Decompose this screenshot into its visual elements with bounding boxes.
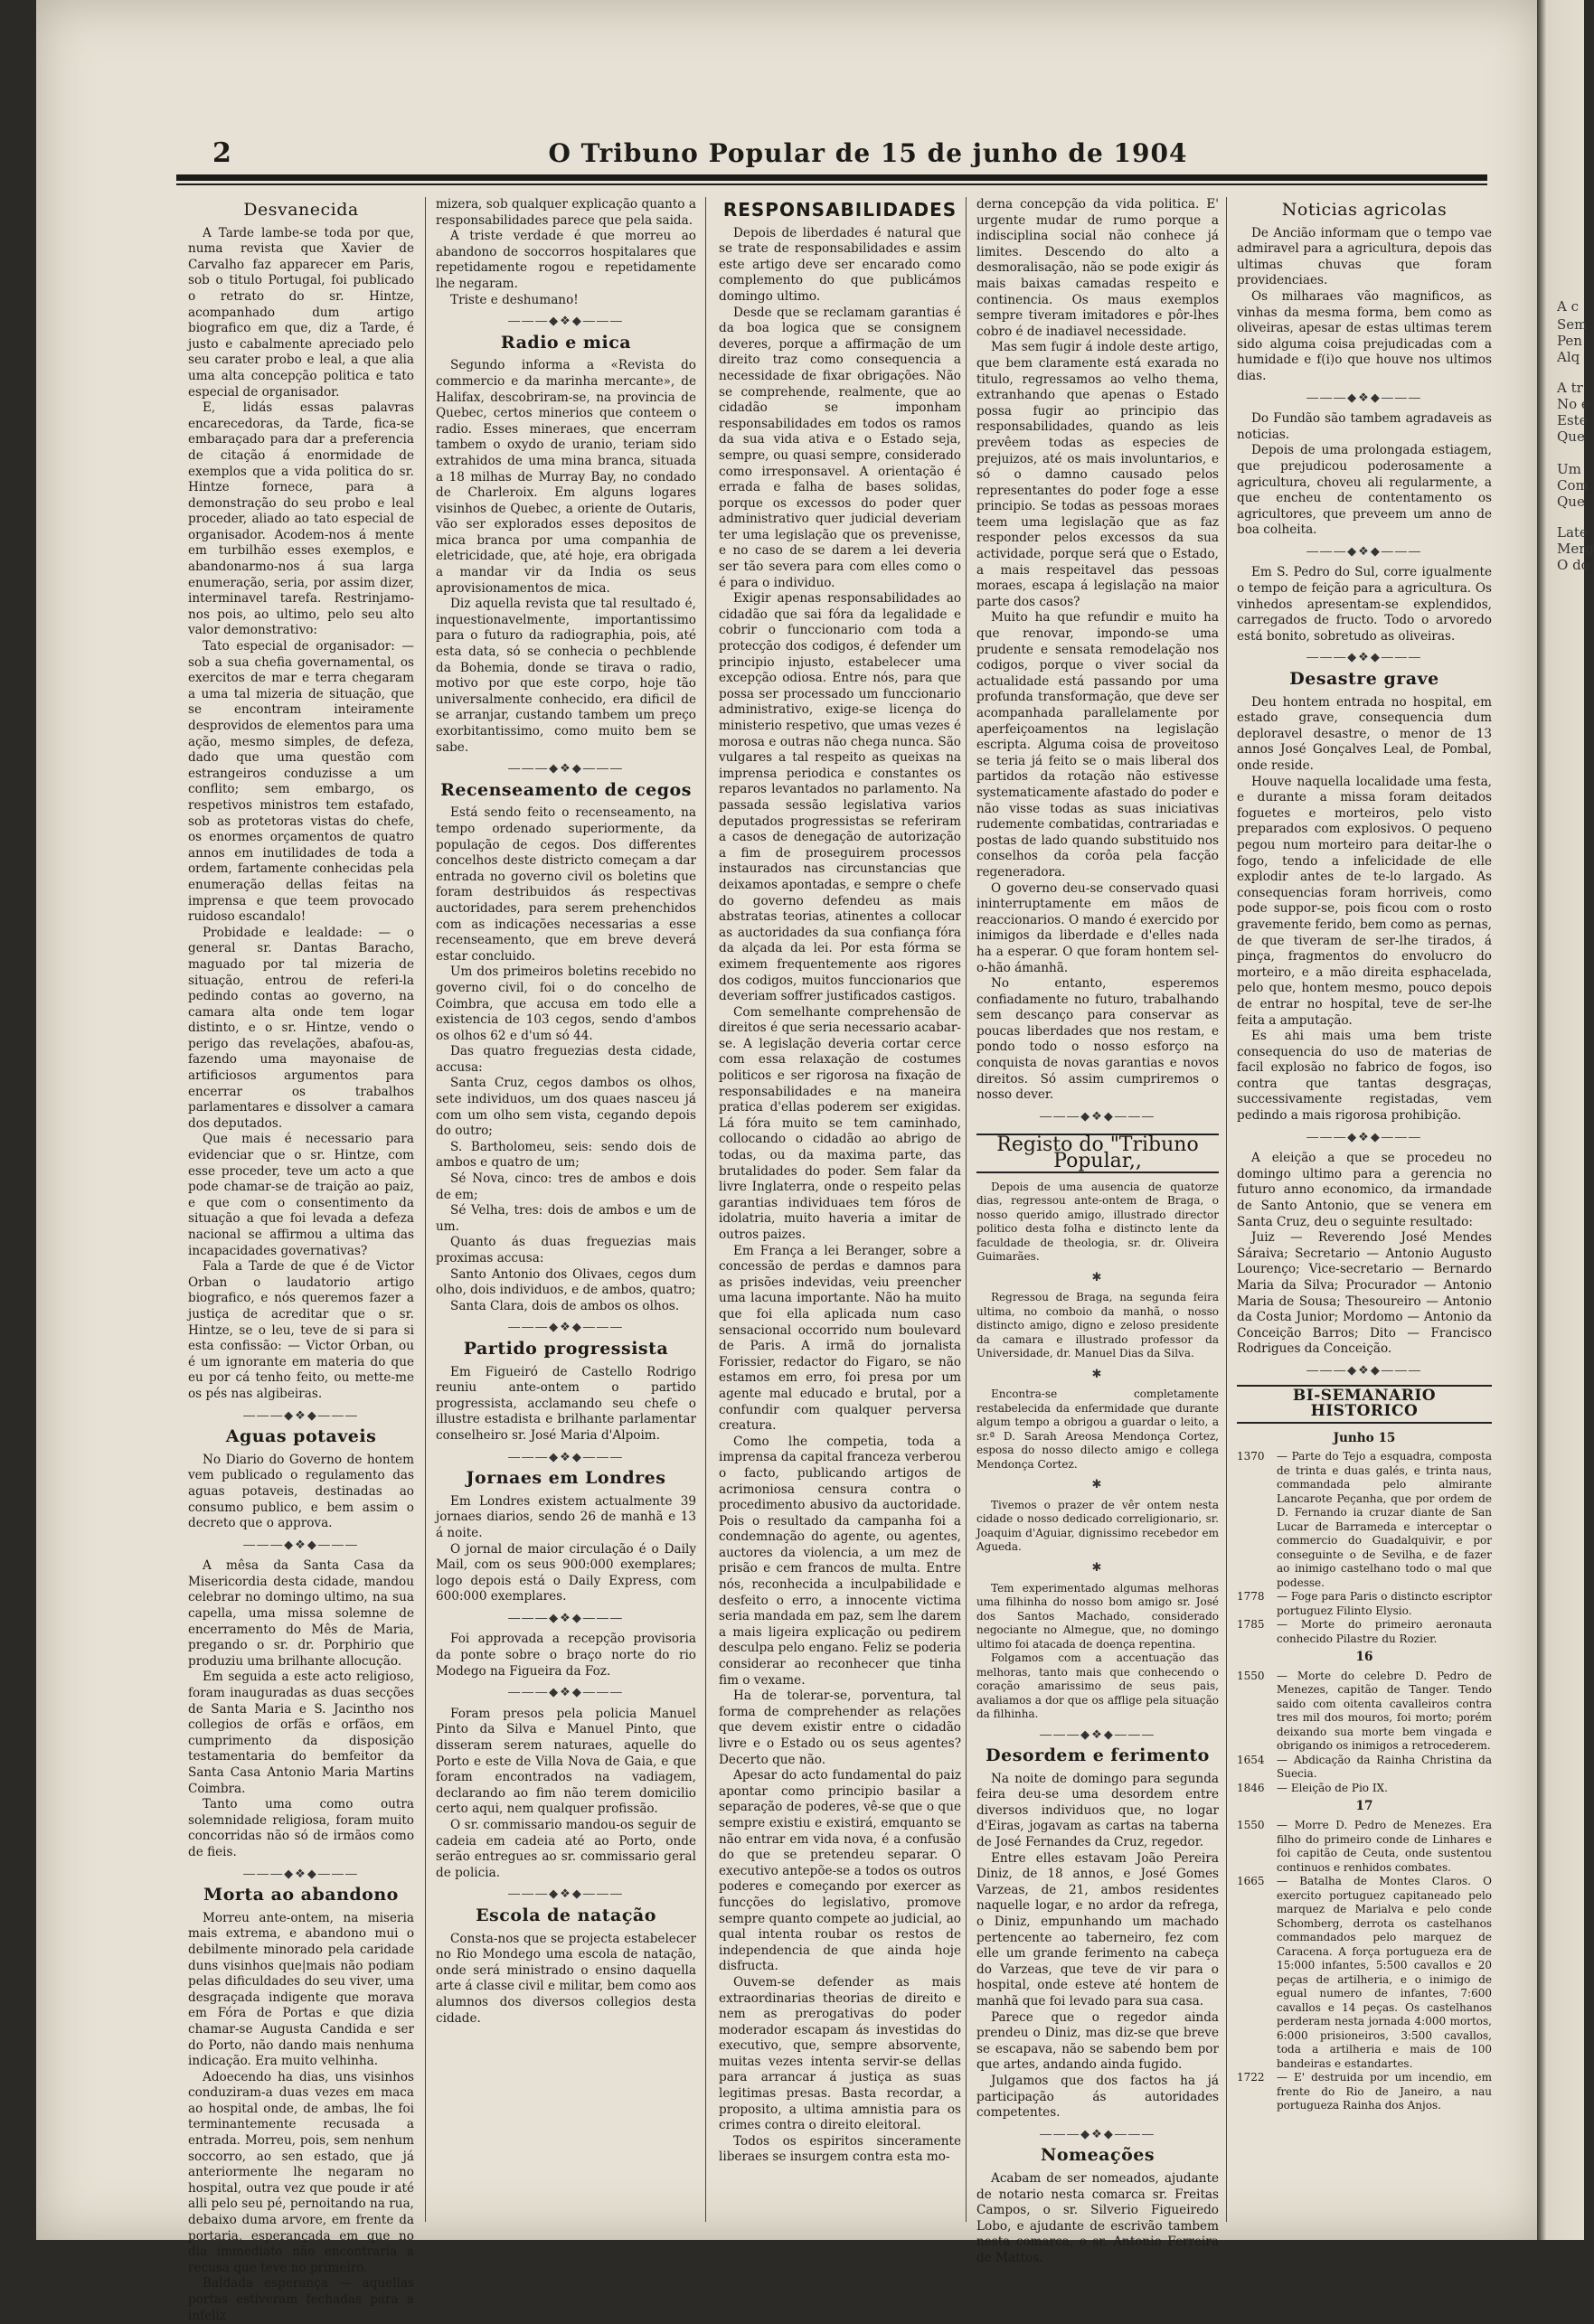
- history-year: 1785: [1237, 1618, 1265, 1632]
- history-entry: [1237, 1450, 1492, 1590]
- paragraph: Santa Cruz, cegos dambos os olhos, sete individuos, um dos quaes nasceu já com um olho sem vista, cegando depois do outro;: [436, 1076, 696, 1139]
- edge-text-fragment: Este: [1557, 412, 1588, 428]
- radio-title: Radio e mica: [500, 332, 632, 353]
- history-event: — Foge para Paris o distincto escriptor portuguez Filinto Elysio.: [1277, 1590, 1492, 1617]
- paragraph: Santo Antonio dos Olivaes, cegos dum olho, dois individuos, e de ambos, quatro;: [436, 1266, 696, 1298]
- history-year: 1846: [1237, 1781, 1265, 1794]
- natacao-title: Escola de natação: [476, 1905, 656, 1925]
- column-divider: [705, 197, 706, 2222]
- edge-text-fragment: Que: [1557, 494, 1585, 510]
- paragraph: Em Figueiró de Castello Rodrigo reuniu ante-ontem o partido progressista, acclamando seu chefe o illustre estadista e brilhante parlamentar conselheiro sr. José Maria d'Alpoim.: [436, 1364, 696, 1443]
- paragraph: O governo deu-se conservado quasi ininterruptamente em mãos de reaccionarios. O mando é exercido por inimigos da liberdade e d'elles nada ha a esperar. O que foram hontem sel-o-hão ámanhã.: [976, 880, 1219, 975]
- ornament-divider: ―――◆❖◆―――: [243, 1538, 359, 1552]
- ornament-divider: ―――◆❖◆―――: [1306, 1363, 1422, 1378]
- paragraph: Depois de uma prolongada estiagem, que prejudicou poderosamente a agricultura, choveu ali regularmente, a que encheu de contentamento os agricultores, que preveem um anno de boa colheita.: [1237, 443, 1492, 538]
- adjacent-page-edge: [1537, 0, 1594, 2240]
- ornament-divider: ―――◆❖◆―――: [508, 762, 624, 776]
- paragraph: Diz aquella revista que tal resultado é, inquestionavelmente, importantissimo para o futuro da radiographia, pois, até esta data, só se conhecia o pechblende da Bohemia, donde se tirava o radio, motivo por que este corpo, hoje tão universalmente conhecido, era dificil de se arranjar, custando tambem um preço exorbitantissimo, como muito bem se sabe.: [436, 597, 696, 755]
- paragraph: Baldada esperança — aquellas portas estiveram fechadas para a infeliz: [188, 2276, 414, 2323]
- paragraph: A eleição a que se procedeu no domingo ultimo para a gerencia no futuro anno economico, da irmandade de Santo Antonio, que se venera em Santa Cruz, deu o seguinte resultado:: [1237, 1151, 1492, 1229]
- header-rule-thick: [176, 174, 1487, 181]
- paragraph: S. Bartholomeu, seis: sendo dois de ambos e quatro de um;: [436, 1139, 696, 1171]
- edge-text-fragment: Merg: [1557, 541, 1594, 557]
- desvanecida-title: Desvanecida: [243, 200, 359, 220]
- column-2: [436, 197, 696, 2222]
- paragraph: Morreu ante-ontem, na miseria mais extrema, e abandono mui o debilmente minorado pela caridade duns visinhos que|mais não podiam pelas dificuldades do seu viver, uma desgraçada indigente que morava em Fóra de Portas e que dizia chamar-se Augusta Candida e ser do Porto, não dando mais nenhuma indicação. Era muito velhinha.: [188, 1910, 414, 2069]
- history-event: — Morte do celebre D. Pedro de Menezes, capitão de Tanger. Tendo saido com oitenta cavalleiros contra tres mil dos mouros, foi morto; porém deixando sua morte bem vingada e obrigando os inimigos a retrocederem.: [1277, 1669, 1492, 1753]
- ornament-divider: ―――◆❖◆―――: [508, 1321, 624, 1335]
- paragraph: Segundo informa a «Revista do commercio e da marinha mercante», de Halifax, descobriram-se, na provincia de Quebec, certos minerios que conteem o radio. Esses mineraes, que encerram tambem o oxydo de uranio, teriam sido extrahidos de uma mina branca, situada a 18 milhas de Murray Bay, no condado de Charleroix. Em alguns logares visinhos de Quebec, a oriente de Outaris, vão ser explorados esses depositos de mica branca por uma companhia de eletricidade, que, até hoje, era obrigada a mandar vir da India os seus aprovisionamentos de mica.: [436, 358, 696, 596]
- paragraph: Adoecendo ha dias, uns visinhos conduziram-a duas vezes em maca ao hospital onde, de ambas, lhe foi terminantemente recusada a entrada. Morreu, pois, sem nenhum soccorro, ao sen estado, que já anteriormente lhe negaram no hospital, outra vez que poude ir até alli pelo seu pé, pernoitando na rua, debaixo duma arvore, em frente da portaria, esperançada em que no dia immediato não encontraria a recusa que teve no primeiro.: [188, 2069, 414, 2275]
- paragraph: Sé Velha, tres: dois de ambos e um de um.: [436, 1203, 696, 1234]
- ornament-divider: ✱: [1091, 1478, 1104, 1492]
- ornament-divider: ―――◆❖◆―――: [1040, 1727, 1155, 1742]
- date-heading: 16: [1355, 1650, 1373, 1665]
- paragraph: De Ancião informam que o tempo vae admiravel para a agricultura, depois das ultimas chuvas que foram providenciaes.: [1237, 225, 1492, 288]
- partido-title: Partido progressista: [463, 1338, 669, 1359]
- history-entry: [1237, 1819, 1492, 1875]
- paragraph: Ouvem-se defender as mais extraordinarias theorias de direito e nem as prerogativas do poder moderador escapam ás investidas do executivo, que, sempre absorvente, muitas vezes intenta servir-se dellas para arrancar á justiça as suas legitimas presas. Basta recordar, a proposito, a ultima amnistia para os crimes contra o direito eleitoral.: [719, 1974, 961, 2133]
- ornament-divider: ―――◆❖◆―――: [1040, 2127, 1155, 2141]
- history-year: 1370: [1237, 1450, 1265, 1463]
- edge-text-fragment: Sem: [1557, 316, 1588, 333]
- paragraph: Sé Nova, cinco: tres de ambos e dois de em;: [436, 1171, 696, 1202]
- cegos-title: Recenseamento de cegos: [440, 779, 692, 800]
- history-list-16: [1237, 1670, 1492, 1796]
- paragraph: Triste e deshumano!: [450, 292, 579, 307]
- paragraph: Acabam de ser nomeados, ajudante de notario nesta comarca sr. Freitas Campos, o sr. Silverio Figueiredo Lobo, e ajudante de escrivão tambem nesta comarca, o sr. Antonio Ferreira de Mattos.: [976, 2170, 1219, 2265]
- paragraph: Ha de tolerar-se, porventura, tal forma de comprehender as relações que devem existir entre o cidadão livre e o Estado ou os seus agentes? Decerto que não.: [719, 1689, 961, 1767]
- desastre-title: Desastre grave: [1289, 669, 1439, 690]
- ornament-divider: ―――◆❖◆―――: [508, 315, 624, 329]
- ornament-divider: ―――◆❖◆―――: [243, 1867, 359, 1881]
- paragraph: Folgamos com a accentuação das melhoras, tanto mais que conhecendo o coração amarissimo de seus pais, avaliamos a dor que os afflige pela situação da filhinha.: [976, 1651, 1219, 1720]
- edge-text-fragment: Alq: [1557, 349, 1580, 365]
- history-year: 1654: [1237, 1753, 1265, 1766]
- history-entry: [1237, 1670, 1492, 1754]
- edge-text-fragment: A tr: [1557, 380, 1583, 396]
- ornament-divider: ―――◆❖◆―――: [243, 1408, 359, 1423]
- paragraph: Parece que o regedor ainda prendeu o Diniz, mas diz-se que breve se escapava, não se sabendo bem por que artes, andando ainda fugido.: [976, 2009, 1219, 2073]
- ornament-divider: ―――◆❖◆―――: [1306, 1130, 1422, 1144]
- ornament-divider: ―――◆❖◆―――: [1306, 390, 1422, 405]
- desordem-title: Desordem e ferimento: [986, 1745, 1210, 1766]
- history-entry: [1237, 1590, 1492, 1618]
- edge-text-fragment: Late: [1557, 524, 1588, 541]
- page-header: [212, 136, 1523, 170]
- history-event: — Eleição de Pio IX.: [1277, 1781, 1388, 1794]
- paragraph: Desde que se reclamam garantias é da boa logica que se consignem deveres, porque a affirmação de um direito traz como consequencia a necessidade de fixar obrigações. Não se comprehende, realmente, que ao cidadão se imponham responsabilidades em todos os ramos da sua vida ativa e o Estado seja, sempre, ou quasi sempre, considerado como irresponsavel. A orientação é errada e falha de bases solidas, porque os excessos do poder quer administrativo quer judicial deveriam ter uma legislação que os prevenisse, e no caso de se darem a lei deveria ser tão severa para com elles como o é para o individuo.: [719, 305, 961, 590]
- column-1: [188, 197, 414, 2323]
- column-divider: [1226, 197, 1227, 2222]
- paragraph: Na noite de domingo para segunda feira deu-se uma desordem entre diversos individuos que, no logar d'Eiras, jogavam as cartas na taberna de José Fernandes da Cruz, regedor.: [976, 1771, 1219, 1850]
- jornaes-title: Jornaes em Londres: [466, 1468, 666, 1489]
- history-event: — Morte do primeiro aeronauta conhecido Pilastre du Rozier.: [1277, 1618, 1492, 1645]
- column-3: [719, 197, 961, 2222]
- column-5: [1237, 197, 1492, 2222]
- ornament-divider: ―――◆❖◆―――: [508, 1450, 624, 1464]
- history-event: — Batalha de Montes Claros. O exercito portuguez capitaneado pelo marquez de Marialva e pelo conde Schomberg, derrota os castelhanos commandados pelo marquez de Caracena. A força portugueza era de 15:000 infantes, 5:500 cavallos e 20 peças de artilheria, e o inimigo de egual numero de infantes, 7:600 cavallos e 14 peças. Os castelhanos perderam nesta jornada 4:000 mortos, 6:000 prisioneiros, 3:500 cavallos, toda a artilheria e mais de 100 bandeiras e estandartes.: [1277, 1875, 1492, 2070]
- ornament-divider: ✱: [1091, 1367, 1104, 1381]
- paragraph: Está sendo feito o recenseamento, na tempo ordenado superiormente, da população de cegos. Dos differentes concelhos deste districto começam a dar entrada no governo civil os boletins que foram destribuidos ás respectivas auctoridades, para serem prehenchidos com as indicações necessarias a esse recenseamento, que em breve deverá estar concluido.: [436, 805, 696, 964]
- history-list-15: [1237, 1450, 1492, 1646]
- history-event: — Abdicação da Rainha Christina da Suecia.: [1277, 1753, 1492, 1781]
- history-event: — E' destruida por um incendio, em frente do Rio de Janeiro, a nau portugueza Rainha dos Anjos.: [1277, 2071, 1492, 2112]
- paragraph: Tivemos o prazer de vêr ontem nesta cidade o nosso dedicado correligionario, sr. Joaquim d'Aguiar, dignissimo recebedor em Agueda.: [976, 1498, 1219, 1554]
- paragraph: Quanto ás duas freguezias mais proximas accusa:: [436, 1235, 696, 1265]
- ornament-divider: ―――◆❖◆―――: [508, 1686, 624, 1700]
- history-event: — Parte do Tejo a esquadra, composta de trinta e duas galés, e trinta naus, commandada pelo almirante Lancarote Peçanha, que por ordem de D. Fernando ia cruzar diante de San Lucar de Barrameda e interceptar o commercio do Guadalquivir, e por conseguinte o de Sevilha, e de fazer ao inimigo castelhano todo o mal que podesse.: [1277, 1450, 1492, 1589]
- paragraph: Encontra-se completamente restabelecida da enfermidade que durante algum tempo a obrigou a guardar o leito, a sr.ª D. Sarah Areosa Mendonça Cortez, esposa do nosso dilecto amigo e collega Mendonça Cortez.: [976, 1388, 1219, 1471]
- bisemanario-title: BI-SEMANARIO HISTORICO: [1237, 1385, 1492, 1424]
- paragraph: Juiz — Reverendo José Mendes Sáraiva; Secretario — Antonio Augusto Lourenço; Vice-secretario — Bernardo Maria da Silva; Procurador — Antonio Maria de Sousa; Thesoureiro — Antonio da Costa Junior; Mordomo — Antonio da Conceição Barros; Dito — Francisco Rodrigues da Conceição.: [1237, 1230, 1492, 1357]
- paragraph: Como lhe competia, toda a imprensa da capital franceza verberou o facto, publicando artigos de acrimoniosa censura contra o procedimento abusivo da auctoridade. Pois o resultado da campanha foi a condemnação do agente, ou agentes, auctores da violencia, a um mez de prisão e cem francos de multa. Entre nós, reconhecida a inculpabilidade e desfeito o erro, a innocente victima seria mandada em paz, sem lhe darem a mais ligeira explicação ou pedirem desculpa pelo engano. Feliz se poderia considerar ao reconhecer que tinha fim o vexame.: [719, 1434, 961, 1688]
- history-entry: [1237, 1782, 1492, 1796]
- agricolas-title: Noticias agricolas: [1281, 200, 1448, 220]
- paragraph: Julgamos que dos factos ha já participação ás autoridades competentes.: [976, 2073, 1219, 2121]
- history-year: 1550: [1237, 1669, 1265, 1682]
- edge-text-fragment: A c: [1557, 298, 1580, 315]
- paragraph: Muito ha que refundir e muito ha que renovar, impondo-se uma prudente e sensata remodelação nos codigos, porque o viver social da actualidade está passando por uma profunda transformação, que deve ser acompanhada parallelamente por aperfeiçoamentos na legislação escripta. Alguma coisa de proveitoso se teria já feito se o mais liberal dos partidos da rotação não estivesse systematicamente afastado do poder e não visse todas as suas iniciativas rudemente combatidas, contrariadas e postas de lado quando substituido nos conselhos da corôa pela facção regeneradora.: [976, 610, 1219, 880]
- edge-text-fragment: Que: [1557, 428, 1585, 445]
- responsabilidades-title: RESPONSABILIDADES: [722, 199, 957, 221]
- paragraph: Das quatro freguezias desta cidade, accusa:: [436, 1044, 696, 1075]
- paragraph: Depois de liberdades é natural que se trate de responsabilidades e assim este artigo deve ser encarado como complemento do que publicámos domingo ultimo.: [719, 225, 961, 304]
- column-4: [976, 197, 1219, 2265]
- history-year: 1722: [1237, 2071, 1265, 2084]
- paragraph: Regressou de Braga, na segunda feira ultima, no comboio da manhã, o nosso distincto amigo, digno e zeloso presidente da camara e illustrado professor da Universidade, dr. Manuel Dias da Silva.: [976, 1291, 1219, 1360]
- history-year: 1665: [1237, 1875, 1265, 1888]
- paragraph: Exigir apenas responsabilidades ao cidadão que sai fóra da legalidade e cobrir o funccionario com toda a protecção dos codigos, é defender um principio injusto, estabelecer uma excepção odiosa. Entre nós, para que possa ser processado um funccionario administrativo, exige-se licença do ministerio respetivo, que umas vezes é morosa e outras não chega nunca. São vulgares a tal respeito as queixas na imprensa periodica e constantes os reparos levantados no parlamento. Na passada sessão legislativa varios deputados progressistas se referiram a casos de denegação de autorização a fim de proseguirem processos instaurados nas circunstancias que deixamos apontadas, e sempre o chefe do governo defendeu as mais abstratas teorias, atinentes a collocar as auctoridades da sua confiança fóra da alçada da lei. Por esta fórma se eximem frequentemente aos rigores dos codigos, muitos funccionarios que deveriam soffrer justificados castigos.: [719, 591, 961, 1004]
- page-number: 2: [212, 136, 231, 169]
- paragraph: Do Fundão são tambem agradaveis as noticias.: [1237, 411, 1492, 442]
- paragraph: E, lidás essas palavras encarecedoras, da Tarde, fica-se embaraçado para dar a preferencia de citação á enormidade de exemplos que a vida politica do sr. Hintze fornece, para a demonstração do seu probo e leal proceder, aliado ao tato especial de organisador. Acodem-nos á mente em turbilhão esses exemplos, e abandonarmo-nos á sua larga enumeração, seria, por assim dizer, interminavel tarefa. Restrinjamo-nos pois, ao ultimo, pelo seu alto valor demonstrativo:: [188, 400, 414, 638]
- paragraph: O sr. commissario mandou-os seguir de cadeia em cadeia até ao Porto, onde serão entregues ao sr. commissario geral de policia.: [436, 1818, 696, 1880]
- aguas-title: Aguas potaveis: [225, 1426, 377, 1447]
- paragraph: Es ahi mais uma bem triste consequencia do uso de materias de facil explosão no fabrico de fogos, iso contra que tantas desgraças, successivamente registadas, vem pedindo a mais rigorosa prohibição.: [1237, 1029, 1492, 1124]
- edge-text-fragment: Pen: [1557, 333, 1582, 349]
- column-divider: [966, 197, 967, 2222]
- masthead: O Tribuno Popular de 15 de junho de 1904: [548, 137, 1188, 168]
- history-list-17: [1237, 1819, 1492, 2113]
- ornament-divider: ✱: [1091, 1270, 1104, 1284]
- paragraph: Tanto uma como outra solemnidade religiosa, foram muito concorridas não só de irmãos como de fieis.: [188, 1797, 414, 1859]
- paragraph: Tem experimentado algumas melhoras uma filhinha do nosso bom amigo sr. José dos Santos Machado, considerado negociante no Almegue, que, no domingo ultimo foi atacada de doença repentina.: [976, 1581, 1219, 1651]
- paragraph: Todos os espiritos sinceramente liberaes se insurgem contra esta mo-: [719, 2133, 961, 2165]
- paragraph: Em S. Pedro do Sul, corre igualmente o tempo de feição para a agricultura. Os vinhedos apresentam-se explendidos, carregados de fructo. Todo o arvoredo está bonito, sobretudo as oliveiras.: [1237, 565, 1492, 644]
- morta-title: Morta ao abandono: [203, 1885, 399, 1905]
- date-heading: Junho 15: [1333, 1430, 1396, 1445]
- paragraph: Em Londres existem actualmente 39 jornaes diarios, sendo 26 de manhã e 13 á noite.: [436, 1493, 696, 1540]
- paragraph: Foram presos pela policia Manuel Pinto da Silva e Manuel Pinto, que disseram serem naturaes, aquelle do Porto e este de Villa Nova de Gaia, e que foram encontrados na vadiagem, declarando ao fim não terem domicilio certo aqui, nem qualquer profissão.: [436, 1706, 696, 1817]
- paragraph: Apesar do acto fundamental do paiz apontar como principio basilar a separação de poderes, vê-se que o que sempre existiu e existirá, emquanto se não entrar em vida nova, é a confusão do que se pretendeu separar. O executivo antepõe-se a todos os outros poderes e começando por exercer as funcções do legislativo, promove sempre quanto compete ao judicial, ao qual intenta roubar os restos de independencia de que ainda hoje disfructa.: [719, 1768, 961, 1974]
- nomeacoes-title: Nomeações: [1040, 2145, 1155, 2166]
- paragraph: Mas sem fugir á indole deste artigo, que bem claramente está exarada no titulo, regressamos ao velho thema, extranhando que apenas o Estado possa fugir ao principio das responsabilidades, quando as leis prevêem todas as especies de prejuizos, até os mais involuntarios, e só o damno causado pelos representantes do poder foge a esse principio. Se todas as pessoas moraes teem uma legislação que as faz responder pelos excessos da sua actividade, porque será que o Estado, a mais respeitavel das pessoas moraes, escapa á legislação na maior parte dos casos?: [976, 340, 1219, 609]
- header-rule-thin: [176, 183, 1487, 185]
- paragraph: Consta-nos que se projecta estabelecer no Rio Mondego uma escola de natação, onde será ministrado o ensino daquella arte á classe civil e militar, bem como aos alumnos dos diversos collegios desta cidade.: [436, 1931, 696, 2026]
- paragraph: Com semelhante comprehensão de direitos é que seria necessario acabar-se. A legislação deveria cortar cerce com essa relaxação de costumes politicos e ser rigorosa na fixação de responsabilidades e na maneira pratica d'ellas poderem ser exigidas. Lá fóra muito se tem caminhado, collocando o cidadão ao abrigo de todas, ou da maxima parte, das brutalidades do poder. Sem falar da livre Inglaterra, onde o respeito pelas garantias individuaes tem fóros de idolatria, muito haveria a imitar de outros paizes.: [719, 1004, 961, 1242]
- ornament-divider: ―――◆❖◆―――: [508, 1887, 624, 1902]
- ornament-divider: ―――◆❖◆―――: [508, 1611, 624, 1625]
- edge-text-fragment: O do: [1557, 557, 1589, 573]
- paragraph: Fala a Tarde de que é de Victor Orban o laudatorio artigo biografico, e nós queremos fazer a justiça de acreditar que o sr. Hintze, se o leu, teve de si para si esta confissão: — Victor Orban, ou é um ignorante em materia do que eu por cá tenho feito, ou mette-me os pés nas algibeiras.: [188, 1259, 414, 1401]
- paragraph: Entre elles estavam João Pereira Diniz, de 18 annos, e José Gomes Varzeas, de 21, ambos residentes naquelle logar, e no ardor da refrega, o Diniz, empunhando um machado pertencente ao taberneiro, fez com elle um grande ferimento na cabeça do Varzeas, que teve de vir para o hospital, onde esteve até hontem de manhã que foi levado para sua casa.: [976, 1850, 1219, 2009]
- edge-text-fragment: Com: [1557, 477, 1589, 494]
- history-event: — Morre D. Pedro de Menezes. Era filho do primeiro conde de Linhares e foi capitão de Ceuta, onde sustentou continuos e renhidos combates.: [1277, 1819, 1492, 1874]
- history-year: 1550: [1237, 1819, 1265, 1832]
- paragraph: Probidade e lealdade: — o general sr. Dantas Baracho, maguado por tal mizeria de situação, entrou de referi-la pedindo contas ao governo, na camara alta onde tem logar distinto, e o sr. Hintze, vendo o perigo das revelações, abafou-as, fazendo uma mayonaise de artificiosos argumentos para encerrar os trabalhos parlamentares e dissolver a camara dos deputados.: [188, 925, 414, 1131]
- ornament-divider: ―――◆❖◆―――: [1306, 544, 1422, 559]
- column-divider: [425, 197, 426, 2222]
- history-entry: [1237, 2071, 1492, 2113]
- ornament-divider: ―――◆❖◆―――: [1040, 1109, 1155, 1124]
- date-heading: 17: [1355, 1799, 1373, 1814]
- paragraph: No entanto, esperemos confiadamente no futuro, trabalhando sem descanço para conservar as poucas liberdades que nos restam, e pondo todo o nosso esforço na conquista de novas garantias e novos direitos. Só assim cumpriremos o nosso dever.: [976, 976, 1219, 1103]
- history-entry: [1237, 1754, 1492, 1782]
- edge-text-fragment: Um: [1557, 461, 1581, 477]
- paragraph: derna concepção da vida politica. E' urgente mudar de rumo porque a indisciplina social não conhece já limites. Descendo do alto a desmoralisação, não se pode exigir ás mais baixas camadas respeito e continencia. Os maus exemplos sempre tiveram imitadores e pôr-lhes cobro é de inadiavel necessidade.: [976, 197, 1219, 339]
- ornament-divider: ✱: [1091, 1560, 1104, 1575]
- paragraph: A mêsa da Santa Casa da Misericordia desta cidade, mandou celebrar no domingo ultimo, na sua capella, uma missa solemne de encerramento do Mês de Maria, pregando o sr. dr. Porphirio que produziu uma brilhante allocução.: [188, 1558, 414, 1669]
- paragraph: A triste verdade é que morreu ao abandono de soccorros hospitalares que repetidamente rogou e repetidamente lhe negaram.: [436, 229, 696, 291]
- edge-text-fragment: No e: [1557, 396, 1589, 412]
- ornament-divider: ―――◆❖◆―――: [1306, 651, 1422, 665]
- paragraph: No Diario do Governo de hontem vem publicado o regulamento das aguas potaveis, destinadas ao consumo publico, e bem assim o decreto que o approva.: [188, 1452, 414, 1531]
- paragraph: Em seguida a este acto religioso, foram inauguradas as duas secções de Santa Maria e S. Jacintho nos collegios de orfãs e orfãos, em cumprimento da disposição testamentaria do bemfeitor da Santa Casa Antonio Maria Martins Coimbra.: [188, 1670, 414, 1796]
- paragraph: Deu hontem entrada no hospital, em estado grave, consequencia dum deploravel desastre, o menor de 13 annos José Gonçalves Leal, de Pombal, onde reside.: [1237, 694, 1492, 773]
- paragraph: Depois de uma ausencia de quatorze dias, regressou ante-ontem de Braga, o nosso querido amigo, illustrado director politico desta folha e distincto lente da faculdade de theologia, sr. dr. Oliveira Guimarães.: [976, 1180, 1219, 1264]
- history-year: 1778: [1237, 1590, 1265, 1604]
- paragraph: Os milharaes vão magnificos, as vinhas da mesma forma, bem como as oliveiras, apesar de estas ultimas terem sido alguma coisa prejudicadas com a humidade e f(i)o que houve nos ultimos dias.: [1237, 288, 1492, 383]
- history-entry: [1237, 1875, 1492, 2071]
- paragraph: Um dos primeiros boletins recebido no governo civil, foi o do concelho de Coimbra, que accusa em todo elle a existencia de 103 cegos, sendo d'ambos os olhos 62 e d'um só 44.: [436, 964, 696, 1043]
- paragraph: O jornal de maior circulação é o Daily Mail, com os seus 900:000 exemplares; logo depois está o Daily Express, com 600:000 exemplares.: [436, 1541, 696, 1604]
- paragraph: Houve naquella localidade uma festa, e durante a missa foram deitados foguetes e morteiros, pelo visto preparados com explosivos. O pequeno pegou num morteiro para deitar-lhe o fogo, tendo a infelicidade de elle explodir antes de te-lo largado. As consequencias foram horriveis, como pode suppor-se, pois ficou com o rosto gravemente ferido, bem como as pernas, de que tiveram de ser-lhe tirados, á pinça, fragmentos do envolucro do morteiro, e a mão direita esphacelada, pelo que, hontem mesmo, pouco depois de entrar no hospital, teve de ser-lhe feita a amputação.: [1237, 774, 1492, 1028]
- registo-title: Registo do "Tribuno Popular,,: [976, 1134, 1219, 1172]
- paragraph: Em França a lei Beranger, sobre a concessão de perdas e damnos para as prisões indevidas, veiu preencher uma lacuna importante. Não ha muito que foi ella aplicada num caso sensacional occorrido num boulevard de Paris. A irmã do jornalista Forissier, redactor do Figaro, se não estamos em erro, foi presa por um agente mal educado e brutal, por a confundir com qualquer perversa creatura.: [719, 1243, 961, 1434]
- paragraph: Santa Clara, dois de ambos os olhos.: [450, 1298, 680, 1313]
- history-entry: [1237, 1618, 1492, 1646]
- paragraph: mizera, sob qualquer explicação quanto a responsabilidades parece que pela saida.: [436, 197, 696, 228]
- paragraph: Foi approvada a recepção provisoria da ponte sobre o braço norte do rio Modego na Figueira da Foz.: [436, 1632, 696, 1679]
- paragraph: Tato especial de organisador: — sob a sua chefia governamental, os exercitos de mar e terra chegaram a uma tal mizeria de situação, que se encontram inteiramente desprovidos de elementos para uma ação, mesmo simples, de defeza, dado que uma questão com estrangeiros conduzisse a um conflito; sem embargo, os respetivos ministros tem estafado, sob as protetoras vistas do chefe, os enormes orçamentos de quatro annos em inutilidades de toda a ordem, fartamente conhecidas pela enumeração dellas feitas na imprensa e que teem provocado ruidoso escandalo!: [188, 639, 414, 925]
- paragraph: A Tarde lambe-se toda por que, numa revista que Xavier de Carvalho faz apparecer em Paris, sob o titulo Portugal, foi publicado o retrato do sr. Hintze, acompanhado dum artigo biografico em que, diz a Tarde, é justo e cabalmente apreciado pelo seu carater probo e leal, a que alia uma alta concepção politica e tato especial de organisador.: [188, 225, 414, 400]
- paragraph: Que mais é necessario para evidenciar que o sr. Hintze, com esse proceder, teve um acto a que pode chamar-se de traição ao paiz, e que com o consentimento da situação a que foi levada a defeza nacional se affirmou a ultima das incapacidades governativas?: [188, 1132, 414, 1258]
